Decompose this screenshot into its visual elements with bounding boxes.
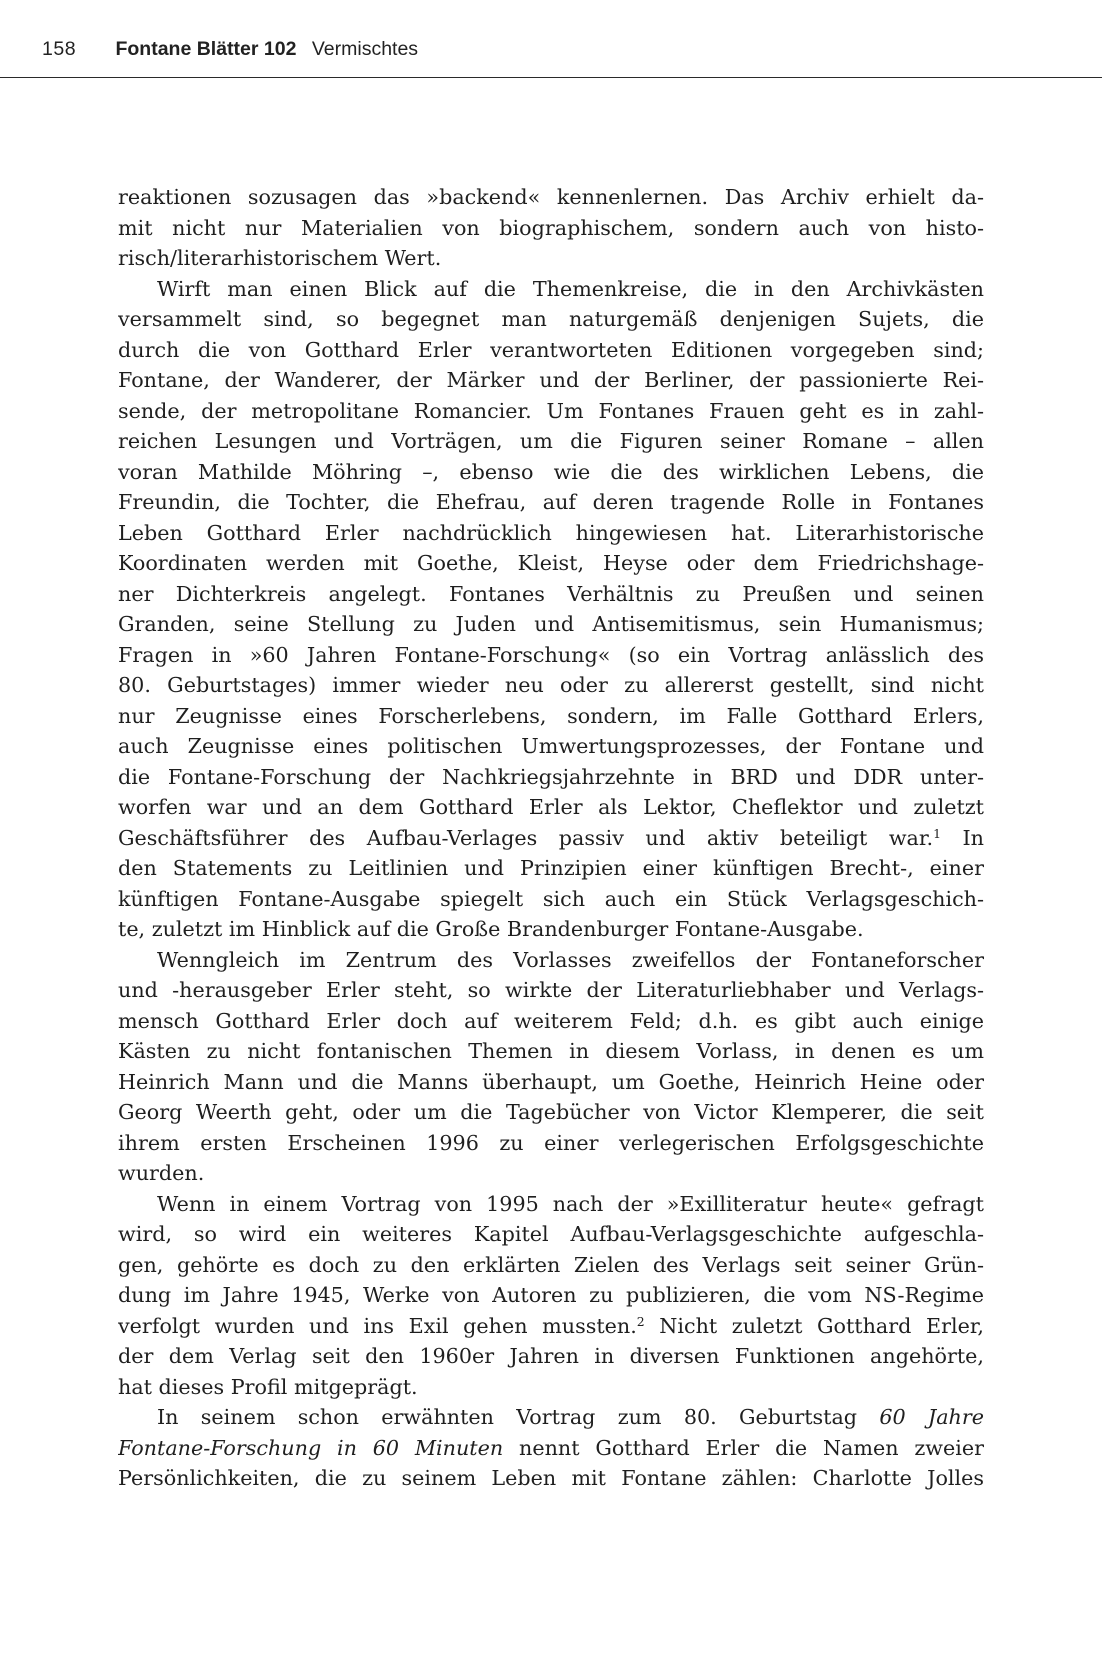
text-line [118, 1433, 984, 1464]
text-line [118, 1402, 984, 1433]
text-line: mensch Gotthard Erler doch auf weiterem Feld; d.h. es gibt auch einige [118, 1008, 984, 1033]
text-line: ner Dichterkreis angelegt. Fontanes Verhältnis zu Preußen und seinen [118, 581, 984, 606]
text-segment: In [962, 825, 984, 850]
text-line: der dem Verlag seit den 1960er Jahren in diversen Funktionen angehörte, [118, 1344, 984, 1368]
text-segment: Geschäftsführer des Aufbau-Verlages passiv und aktiv beteiligt war. [118, 825, 934, 850]
section-title: Vermischtes [311, 38, 419, 60]
text-line: wurden. [118, 1161, 205, 1185]
text-line: Leben Gotthard Erler nachdrücklich hingewiesen hat. Literarhistorische [118, 520, 984, 545]
text-line: Wenn in einem Vortrag von 1995 nach der »Exilliteratur heute« gefragt [157, 1191, 984, 1216]
text-line: Koordinaten werden mit Goethe, Kleist, Heyse oder dem Friedrichshage- [118, 551, 984, 575]
text-line [118, 1311, 984, 1342]
text-segment: nennt Gotthard Erler die Namen zweier [519, 1435, 984, 1460]
text-line: Fontane, der Wanderer, der Märker und der Berliner, der passionierte Rei- [118, 368, 984, 392]
text-line: Wirft man einen Blick auf die Themenkreise, die in den Archivkästen [157, 276, 984, 301]
text-line: wird, so wird ein weiteres Kapitel Aufbau-Verlagsgeschichte aufgeschla- [118, 1222, 984, 1246]
text-line: mit nicht nur Materialien von biographischem, sondern auch von histo- [118, 215, 984, 240]
text-line: versammelt sind, so begegnet man naturgemäß denjenigen Sujets, die [118, 307, 984, 331]
text-line: 80. Geburtstages) immer wieder neu oder zu allererst gestellt, sind nicht [118, 673, 984, 697]
text-line: sende, der metropolitane Romancier. Um Fontanes Frauen geht es in zahl- [118, 398, 984, 423]
text-line: gen, gehörte es doch zu den erklärten Zielen des Verlags seit seiner Grün- [118, 1252, 984, 1277]
italic-title: Fontane-Forschung in 60 Minuten [118, 1435, 504, 1460]
text-line: Georg Weerth geht, oder um die Tagebücher von Victor Klemperer, die seit [118, 1100, 984, 1124]
text-line: te, zuletzt im Hinblick auf die Große Brandenburger Fontane-Ausgabe. [118, 917, 864, 941]
text-line: Wenngleich im Zentrum des Vorlasses zweifellos der Fontaneforscher [157, 947, 984, 972]
text-line: voran Mathilde Möhring –, ebenso wie die des wirklichen Lebens, die [118, 459, 984, 484]
footnote-marker: 1 [933, 825, 941, 841]
text-line: reichen Lesungen und Vorträgen, um die Figuren seiner Romane – allen [118, 429, 984, 453]
text-line: durch die von Gotthard Erler verantworteten Editionen vorgegeben sind; [118, 337, 984, 362]
running-head-text [42, 37, 418, 61]
footnote-marker: 2 [636, 1313, 645, 1329]
text-line: und -herausgeber Erler steht, so wirkte der Literaturliebhaber und Verlags- [118, 978, 984, 1002]
running-head [0, 0, 1102, 78]
text-segment: verfolgt wurden und ins Exil gehen mussten. [118, 1313, 637, 1338]
text-segment: In seinem schon erwähnten Vortrag zum 80. Geburtstag [157, 1405, 858, 1429]
text-line: Heinrich Mann und die Manns überhaupt, um Goethe, Heinrich Heine oder [118, 1069, 984, 1094]
text-line: nur Zeugnisse eines Forscherlebens, sondern, im Falle Gotthard Erlers, [118, 703, 984, 728]
text-line: die Fontane-Forschung der Nachkriegsjahrzehnte in BRD und DDR unter- [118, 764, 984, 789]
text-line: dung im Jahre 1945, Werke von Autoren zu publizieren, die vom NS-Regime [118, 1283, 984, 1307]
page-number: 158 [42, 38, 77, 60]
text-line: auch Zeugnisse eines politischen Umwertungsprozesses, der Fontane und [118, 734, 984, 758]
text-line: hat dieses Profil mitgeprägt. [118, 1374, 418, 1399]
text-segment: Nicht zuletzt Gotthard Erler, [659, 1313, 984, 1338]
text-line: reaktionen sozusagen das »backend« kennenlernen. Das Archiv erhielt da- [118, 185, 984, 209]
italic-title: 60 Jahre [879, 1405, 984, 1429]
text-line: künftigen Fontane-Ausgabe spiegelt sich auch ein Stück Verlagsgeschich- [118, 886, 984, 911]
text-line [118, 823, 984, 854]
text-line: worfen war und an dem Gotthard Erler als Lektor, Cheflektor und zuletzt [118, 795, 984, 819]
text-line: den Statements zu Leitlinien und Prinzipien einer künftigen Brecht-, einer [118, 856, 984, 880]
text-line: ihrem ersten Erscheinen 1996 zu einer verlegerischen Erfolgsgeschichte [118, 1130, 984, 1155]
text-line: Granden, seine Stellung zu Juden und Antisemitismus, sein Humanismus; [118, 612, 984, 636]
text-line: Freundin, die Tochter, die Ehefrau, auf deren tragende Rolle in Fontanes [118, 490, 984, 514]
text-line: Persönlichkeiten, die zu seinem Leben mit Fontane zählen: Charlotte Jolles [118, 1466, 984, 1490]
journal-title: Fontane Blätter 102 [115, 38, 297, 60]
text-line: Kästen zu nicht fontanischen Themen in diesem Vorlass, in denen es um [118, 1039, 984, 1063]
text-line: risch/literarhistorischem Wert. [118, 246, 442, 270]
text-line: Fragen in »60 Jahren Fontane-Forschung« (so ein Vortrag anlässlich des [118, 642, 984, 667]
body-text [118, 182, 984, 1494]
